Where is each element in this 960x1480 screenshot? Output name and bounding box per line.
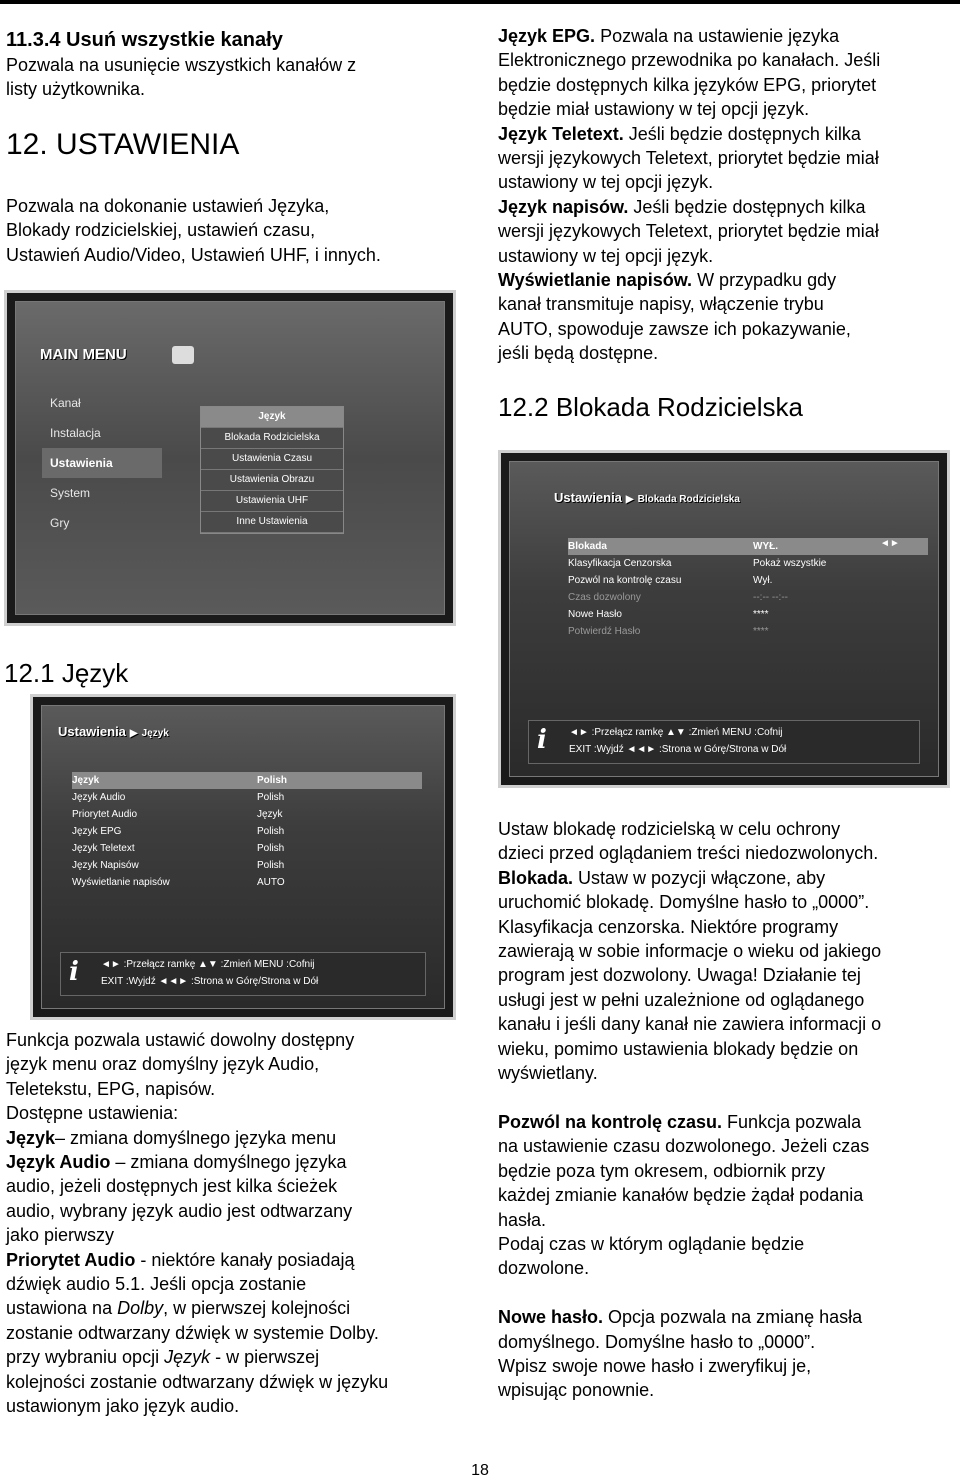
text-line xyxy=(498,890,960,914)
section-12-title: 12. USTAWIENIA xyxy=(6,128,240,161)
lock-screen-title xyxy=(554,490,740,505)
text-line xyxy=(498,939,960,963)
text-run: na ustawienie czasu dozwolonego. Jeżeli czas xyxy=(498,1136,870,1157)
right-top-body xyxy=(498,24,960,366)
text-line xyxy=(6,1150,468,1174)
text-run: - w pierwszej xyxy=(210,1347,320,1368)
text-run: W przypadku gdy xyxy=(692,270,837,291)
option-value: Polish xyxy=(257,792,285,803)
text-run: Priorytet Audio xyxy=(6,1249,136,1270)
text-line xyxy=(6,1248,468,1272)
submenu-item-inne[interactable]: Inne Ustawienia xyxy=(201,512,343,533)
text-line xyxy=(498,1134,960,1158)
text-run: Dostępne ustawienia: xyxy=(6,1103,179,1124)
menu-item-ustawienia[interactable]: Ustawienia xyxy=(42,448,162,478)
text-run: usługi jest w pełni uzależnione od oglądanego xyxy=(498,989,865,1010)
option-value: Polish xyxy=(257,843,285,854)
option-label: Język Audio xyxy=(72,792,126,803)
text-run: Teletekstu, EPG, napisów. xyxy=(6,1078,216,1099)
option-label: Nowe Hasło xyxy=(568,609,622,620)
text-line xyxy=(6,1199,468,1223)
text-run: Pozwól na kontrolę czasu. xyxy=(498,1111,723,1132)
text-run: wersji językowych Teletext, priorytet będzie miał xyxy=(498,221,879,242)
submenu-item-blokada[interactable]: Blokada Rodzicielska xyxy=(201,428,343,449)
text-line xyxy=(498,292,960,316)
section-11-3-4-body xyxy=(6,53,456,102)
top-rule xyxy=(0,0,960,4)
text-run: ustawionym jako język audio. xyxy=(6,1396,240,1417)
parental-lock-panel xyxy=(509,461,939,777)
option-row[interactable] xyxy=(72,823,422,840)
text-line xyxy=(6,1052,468,1076)
text-run: - niektóre kanały posiadają xyxy=(135,1249,355,1270)
text-line xyxy=(498,97,960,121)
text-line xyxy=(6,1321,468,1345)
submenu-item-obraz[interactable]: Ustawienia Obrazu xyxy=(201,470,343,491)
text-line xyxy=(498,268,960,292)
language-helpbar xyxy=(60,952,426,996)
section-12-2-title: 12.2 Blokada Rodzicielska xyxy=(498,392,803,422)
text-line xyxy=(6,1272,468,1296)
text-line xyxy=(498,195,960,219)
text-run: domyślnego. Domyślne hasło to „0000”. xyxy=(498,1331,816,1352)
breadcrumb-arrow-icon: ▶ xyxy=(625,494,634,505)
option-row[interactable] xyxy=(568,623,928,640)
text-run: wersji językowych Teletext, priorytet będzie miał xyxy=(498,148,879,169)
text-line xyxy=(498,317,960,341)
submenu-item-czas[interactable]: Ustawienia Czasu xyxy=(201,449,343,470)
option-value: Polish xyxy=(257,826,285,837)
option-row[interactable] xyxy=(568,589,928,606)
text-run: Ustaw blokadę rodzicielską w celu ochrony xyxy=(498,819,841,839)
text-line xyxy=(6,1223,468,1247)
text-line xyxy=(498,1256,960,1280)
text-run: Język Teletext. xyxy=(498,123,624,144)
text-run: będzie miał ustawiony w tej opcji język. xyxy=(498,99,810,120)
text-run: Język xyxy=(164,1347,211,1368)
text-run: dzieci przed oglądaniem treści niedozwolonych. xyxy=(498,843,879,864)
main-menu-title: MAIN MENU xyxy=(40,346,127,363)
text-run: jeśli będą dostępne. xyxy=(498,343,659,364)
text-line xyxy=(498,841,960,865)
text-run: Ustaw w pozycji włączone, aby xyxy=(573,867,826,888)
text-run: kolejności zostanie odtwarzany dźwięk w języku xyxy=(6,1371,389,1392)
text-run: Nowe hasło. xyxy=(498,1307,604,1328)
text-run: Jeśli będzie dostępnych kilka xyxy=(623,123,861,144)
text-line xyxy=(6,1028,468,1052)
text-run: kanału i jeśli dany kanał nie zawiera informacji o xyxy=(498,1014,882,1035)
text-run: zawierają w sobie informacje o wieku od jakiego xyxy=(498,941,882,962)
option-value: **** xyxy=(753,609,769,620)
breadcrumb-arrow-icon: ▶ xyxy=(129,728,138,739)
text-line xyxy=(6,1345,468,1369)
section-11-3-4-title: 11.3.4 Usuń wszystkie kanały xyxy=(6,29,283,51)
text-run: uruchomić blokadę. Domyślne hasło to „0000”. xyxy=(498,892,870,913)
line: Blokady rodzicielskiej, ustawień czasu, xyxy=(6,220,316,241)
text-line xyxy=(498,1012,960,1036)
section-12-1-title: 12.1 Język xyxy=(4,658,129,688)
text-line xyxy=(498,341,960,365)
option-label: Wyświetlanie napisów xyxy=(72,877,170,888)
text-run: AUTO, spowoduje zawsze ich pokazywanie, xyxy=(498,318,851,339)
text-run: Język EPG. xyxy=(498,26,596,46)
text-run: audio, wybrany język audio jest odtwarzany xyxy=(6,1200,353,1221)
menu-item-gry[interactable]: Gry xyxy=(50,516,70,530)
lock-options xyxy=(568,538,928,640)
text-run: , w pierwszej kolejności xyxy=(163,1298,351,1319)
option-value: Wył. xyxy=(753,575,773,586)
option-label: Potwierdź Hasło xyxy=(568,626,641,637)
page-number: 18 xyxy=(471,1462,489,1479)
option-row[interactable] xyxy=(568,555,928,572)
line: Pozwala na dokonanie ustawień Języka, xyxy=(6,196,330,216)
option-row[interactable] xyxy=(568,606,928,623)
section-12-body xyxy=(6,194,466,267)
text-line xyxy=(498,73,960,97)
text-line xyxy=(498,170,960,194)
screen-title-main: Ustawienia xyxy=(554,490,622,505)
text-line xyxy=(498,1208,960,1232)
option-row[interactable] xyxy=(72,857,422,874)
submenu-item-uhf[interactable]: Ustawienia UHF xyxy=(201,491,343,512)
text-run: jako pierwszy xyxy=(6,1225,115,1246)
language-screenshot xyxy=(30,694,456,1020)
text-line xyxy=(6,1174,468,1198)
text-line xyxy=(498,866,960,890)
text-line xyxy=(498,1061,960,1085)
text-run: zostanie odtwarzany dźwięk w systemie Dolby. xyxy=(6,1322,379,1343)
help-line-1: ◄► :Przełącz ramkę ▲▼ :Zmień MENU :Cofnij xyxy=(101,959,315,970)
text-run: będzie poza tym okresem, odbiornik przy xyxy=(498,1160,826,1181)
text-run: wyświetlany. xyxy=(498,1063,598,1084)
language-panel xyxy=(41,705,445,1009)
option-value: Język xyxy=(257,809,283,820)
text-line xyxy=(498,48,960,72)
text-run: wieku, pomimo ustawienia blokady będzie on xyxy=(498,1038,859,1059)
option-label: Priorytet Audio xyxy=(72,809,138,820)
screen-title-sub: Blokada Rodzicielska xyxy=(637,494,740,505)
language-options xyxy=(72,772,422,891)
text-run: dozwolone. xyxy=(498,1258,590,1279)
text-line xyxy=(6,1126,468,1150)
help-line-2: EXIT :Wyjdź ◄◄► :Strona w Górę/Strona w Dół xyxy=(569,744,787,755)
screen-title-sub: Język xyxy=(141,728,169,739)
text-line xyxy=(498,1354,960,1378)
text-line xyxy=(498,1159,960,1183)
text-run: będzie dostępnych kilka języków EPG, priorytet xyxy=(498,74,877,95)
text-run: kanał transmituje napisy, włączenie trybu xyxy=(498,294,824,315)
text-run: Opcja pozwala na zmianę hasła xyxy=(603,1307,863,1328)
text-run: – zmiana domyślnego języka xyxy=(110,1152,347,1173)
text-line xyxy=(498,1232,960,1256)
line: Pozwala na usunięcie wszystkich kanałów z xyxy=(6,55,357,75)
section-12-2-body xyxy=(498,817,960,1403)
language-screen-title xyxy=(58,724,169,739)
lock-helpbar xyxy=(528,720,920,764)
option-value: AUTO xyxy=(257,877,285,888)
text-line xyxy=(498,963,960,987)
text-line xyxy=(498,1378,960,1402)
text-line xyxy=(498,146,960,170)
main-menu-submenu xyxy=(200,406,344,534)
text-run: każdej zmianie kanałów będzie żądał podania xyxy=(498,1185,864,1206)
help-line-2: EXIT :Wyjdź ◄◄► :Strona w Górę/Strona w Dół xyxy=(101,976,319,987)
option-value: Polish xyxy=(257,860,285,871)
option-label: Język Napisów xyxy=(72,860,139,871)
lr-arrow-icon: ◄► xyxy=(880,538,900,549)
main-menu-left-list xyxy=(42,388,162,538)
option-label: Pozwól na kontrolę czasu xyxy=(568,575,682,586)
text-run: Funkcja pozwala xyxy=(722,1111,862,1132)
text-run: – zmiana domyślnego języka menu xyxy=(55,1127,337,1148)
option-label: Czas dozwolony xyxy=(568,592,641,603)
option-label: Klasyfikacja Cenzorska xyxy=(568,558,672,569)
text-line xyxy=(498,1305,960,1329)
text-run: Język napisów. xyxy=(498,196,629,217)
option-label: Język EPG xyxy=(72,826,122,837)
menu-item-system[interactable]: System xyxy=(50,486,91,500)
text-run: hasła. xyxy=(498,1209,547,1230)
text-run: ustawiony w tej opcji język. xyxy=(498,172,714,193)
text-line xyxy=(498,988,960,1012)
option-value: Pokaż wszystkie xyxy=(753,558,827,569)
text-line xyxy=(498,122,960,146)
option-label: Blokada xyxy=(568,541,607,552)
info-icon: i xyxy=(69,957,79,987)
option-row[interactable] xyxy=(72,789,422,806)
info-icon: i xyxy=(537,725,547,755)
text-run: Język xyxy=(6,1127,56,1148)
text-run: Wyświetlanie napisów. xyxy=(498,270,693,291)
line: listy użytkownika. xyxy=(6,79,146,100)
option-value: **** xyxy=(753,626,769,637)
option-value: --:-- --:-- xyxy=(753,592,788,603)
text-run: język menu oraz domyślny język Audio, xyxy=(6,1054,320,1075)
text-run: ustawiona na xyxy=(6,1298,118,1319)
text-run: Wpisz swoje nowe hasło i zweryfikuj je, xyxy=(498,1355,812,1376)
text-line xyxy=(498,1330,960,1354)
text-run: Język Audio xyxy=(6,1152,111,1173)
menu-item-instalacja[interactable]: Instalacja xyxy=(50,426,101,440)
text-line xyxy=(498,1110,960,1134)
option-row[interactable] xyxy=(72,840,422,857)
text-run: Podaj czas w którym oglądanie będzie xyxy=(498,1233,805,1254)
text-run: program jest dozwolony. Uwaga! Działanie tej xyxy=(498,965,861,986)
text-line xyxy=(6,1370,468,1394)
text-run: Pozwala na ustawienie języka xyxy=(595,26,840,46)
help-line-1: ◄► :Przełącz ramkę ▲▼ :Zmień MENU :Cofnij xyxy=(569,727,783,738)
text-line xyxy=(498,1281,960,1305)
option-row[interactable] xyxy=(72,772,422,789)
submenu-item-jezyk[interactable]: Język xyxy=(201,407,343,428)
text-run: wpisując ponownie. xyxy=(498,1380,655,1401)
option-row[interactable] xyxy=(568,572,928,589)
text-run: przy wybraniu opcji xyxy=(6,1347,165,1368)
text-line xyxy=(498,1037,960,1061)
menu-item-kanal[interactable]: Kanał xyxy=(50,396,81,410)
text-line xyxy=(498,1085,960,1109)
option-row[interactable] xyxy=(72,874,422,891)
text-line xyxy=(498,219,960,243)
section-12-1-body xyxy=(6,1028,468,1419)
text-line xyxy=(498,1183,960,1207)
text-run: Blokada. xyxy=(498,867,574,888)
menu-logo-icon xyxy=(172,346,194,364)
text-run: Funkcja pozwala ustawić dowolny dostępny xyxy=(6,1030,355,1050)
text-run: Dolby xyxy=(117,1298,164,1319)
text-line xyxy=(6,1101,468,1125)
text-line xyxy=(498,24,960,48)
text-run: ustawiony w tej opcji język. xyxy=(498,245,714,266)
text-line xyxy=(6,1394,468,1418)
text-line xyxy=(6,1296,468,1320)
text-run: Klasyfikacja cenzorska. Niektóre programy xyxy=(498,916,839,937)
option-row[interactable] xyxy=(568,538,928,555)
text-line xyxy=(498,817,960,841)
text-run: audio, jeżeli dostępnych jest kilka ścieżek xyxy=(6,1176,338,1197)
main-menu-panel xyxy=(15,301,445,615)
option-value: Polish xyxy=(257,775,288,786)
text-run: dźwięk audio 5.1. Jeśli opcja zostanie xyxy=(6,1274,307,1295)
text-line xyxy=(498,915,960,939)
screen-title-main: Ustawienia xyxy=(58,724,126,739)
option-row[interactable] xyxy=(72,806,422,823)
option-label: Język xyxy=(72,775,100,786)
parental-lock-screenshot xyxy=(498,450,950,788)
text-run: Jeśli będzie dostępnych kilka xyxy=(628,196,866,217)
option-label: Język Teletext xyxy=(72,843,135,854)
main-menu-screenshot xyxy=(4,290,456,626)
text-run: Elektronicznego przewodnika po kanałach. Jeśli xyxy=(498,50,881,71)
text-line xyxy=(6,1077,468,1101)
option-value: WYŁ. xyxy=(753,541,778,552)
text-line xyxy=(498,244,960,268)
line: Ustawień Audio/Video, Ustawień UHF, i innych. xyxy=(6,244,381,265)
